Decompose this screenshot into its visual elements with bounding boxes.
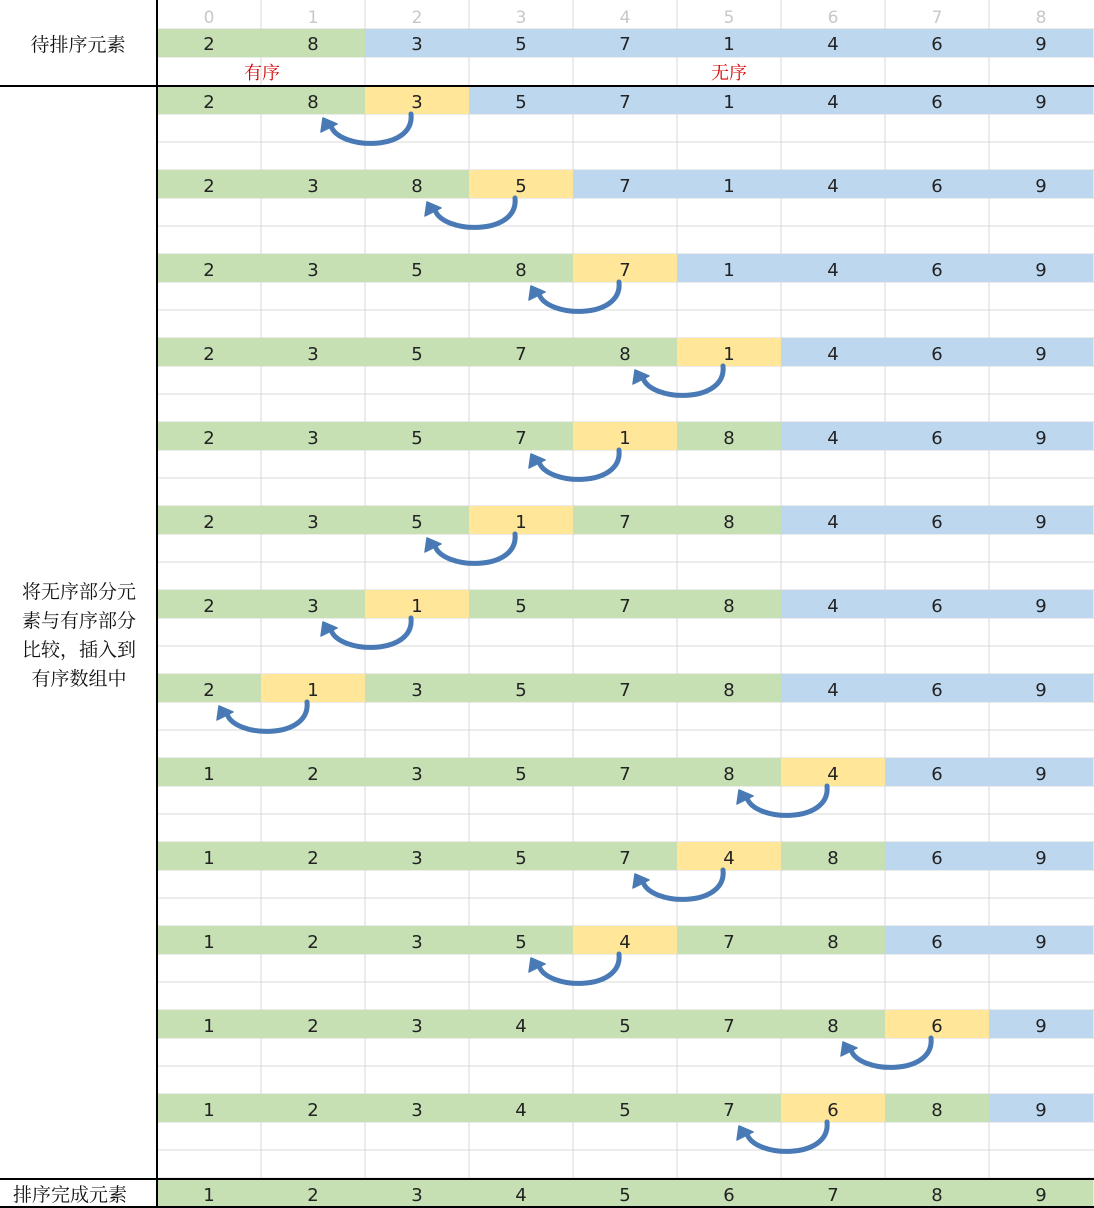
step-8-value-5: 8 [723, 680, 735, 701]
step-8-value-6: 4 [827, 680, 839, 701]
final-value-2: 3 [411, 1185, 423, 1206]
arrow-curve [435, 534, 515, 563]
step-3-value-2: 5 [411, 260, 423, 281]
arrow-curve [643, 366, 723, 395]
step-13-value-3: 4 [515, 1100, 527, 1121]
step-7-value-6: 4 [827, 596, 839, 617]
step-5-value-6: 4 [827, 428, 839, 449]
step-12-value-8: 9 [1035, 1016, 1047, 1037]
step-13-value-8: 9 [1035, 1100, 1047, 1121]
step-9-value-6: 4 [827, 764, 839, 785]
step-4-value-0: 2 [203, 344, 215, 365]
step-10-value-3: 5 [515, 848, 527, 869]
column-index-4: 4 [619, 8, 631, 28]
arrow-curve [331, 114, 411, 143]
step-12-value-6: 8 [827, 1016, 839, 1037]
column-index-0: 0 [203, 8, 215, 28]
step-9-value-8: 9 [1035, 764, 1047, 785]
step-12-value-5: 7 [723, 1016, 735, 1037]
step-12-value-1: 2 [307, 1016, 319, 1037]
arrow-curve [331, 618, 411, 647]
step-4-value-4: 8 [619, 344, 631, 365]
step-4-value-6: 4 [827, 344, 839, 365]
header-value-0: 2 [203, 34, 215, 55]
step-1-value-1: 8 [307, 92, 319, 113]
step-3-value-5: 1 [723, 260, 735, 281]
arrow-curve [747, 1122, 827, 1151]
side-label-line-4: 有序数组中 [31, 668, 127, 690]
step-5-value-4: 1 [619, 428, 631, 449]
step-3-value-6: 4 [827, 260, 839, 281]
step-4-value-7: 6 [931, 344, 943, 365]
step-7-value-3: 5 [515, 596, 527, 617]
step-2-value-3: 5 [515, 176, 527, 197]
step-7-value-0: 2 [203, 596, 215, 617]
step-7-value-1: 3 [307, 596, 319, 617]
column-index-3: 3 [515, 8, 527, 28]
header-value-4: 7 [619, 34, 631, 55]
step-3-value-4: 7 [619, 260, 631, 281]
step-11-value-5: 7 [723, 932, 735, 953]
arrow-curve [435, 198, 515, 227]
final-value-0: 1 [203, 1185, 215, 1206]
step-11-value-4: 4 [619, 932, 631, 953]
step-13-value-2: 3 [411, 1100, 423, 1121]
step-1-value-6: 4 [827, 92, 839, 113]
step-7-value-8: 9 [1035, 596, 1047, 617]
step-10-value-8: 9 [1035, 848, 1047, 869]
step-11-value-3: 5 [515, 932, 527, 953]
step-1-value-2: 3 [411, 92, 423, 113]
header-value-8: 9 [1035, 34, 1047, 55]
step-11-value-8: 9 [1035, 932, 1047, 953]
step-2-value-5: 1 [723, 176, 735, 197]
header-value-2: 3 [411, 34, 423, 55]
final-value-5: 6 [723, 1185, 735, 1206]
header-value-5: 1 [723, 34, 735, 55]
step-8-value-0: 2 [203, 680, 215, 701]
final-value-3: 4 [515, 1185, 527, 1206]
step-4-value-2: 5 [411, 344, 423, 365]
arrow-curve [643, 870, 723, 899]
step-6-value-2: 5 [411, 512, 423, 533]
step-10-value-7: 6 [931, 848, 943, 869]
step-3-value-8: 9 [1035, 260, 1047, 281]
step-1-value-3: 5 [515, 92, 527, 113]
step-6-value-8: 9 [1035, 512, 1047, 533]
step-13-value-6: 6 [827, 1100, 839, 1121]
step-8-value-4: 7 [619, 680, 631, 701]
step-11-value-1: 2 [307, 932, 319, 953]
step-6-value-7: 6 [931, 512, 943, 533]
step-3-value-1: 3 [307, 260, 319, 281]
column-index-7: 7 [931, 8, 943, 28]
step-6-value-3: 1 [515, 512, 527, 533]
step-10-value-0: 1 [203, 848, 215, 869]
step-11-value-0: 1 [203, 932, 215, 953]
column-index-8: 8 [1035, 8, 1047, 28]
step-6-value-6: 4 [827, 512, 839, 533]
step-5-value-3: 7 [515, 428, 527, 449]
step-9-value-7: 6 [931, 764, 943, 785]
step-1-value-4: 7 [619, 92, 631, 113]
step-3-value-0: 2 [203, 260, 215, 281]
step-9-value-2: 3 [411, 764, 423, 785]
step-12-value-7: 6 [931, 1016, 943, 1037]
step-6-value-4: 7 [619, 512, 631, 533]
header-value-3: 5 [515, 34, 527, 55]
step-8-value-8: 9 [1035, 680, 1047, 701]
step-13-value-7: 8 [931, 1100, 943, 1121]
step-6-value-1: 3 [307, 512, 319, 533]
step-2-value-8: 9 [1035, 176, 1047, 197]
step-7-value-7: 6 [931, 596, 943, 617]
step-2-value-1: 3 [307, 176, 319, 197]
step-9-value-0: 1 [203, 764, 215, 785]
column-index-6: 6 [827, 8, 839, 28]
step-8-value-7: 6 [931, 680, 943, 701]
step-6-value-0: 2 [203, 512, 215, 533]
step-12-value-4: 5 [619, 1016, 631, 1037]
header-value-1: 8 [307, 34, 319, 55]
step-12-value-2: 3 [411, 1016, 423, 1037]
header-label: 待排序元素 [30, 34, 126, 56]
step-7-value-2: 1 [411, 596, 423, 617]
step-8-value-1: 1 [307, 680, 319, 701]
step-10-value-4: 7 [619, 848, 631, 869]
step-13-value-5: 7 [723, 1100, 735, 1121]
step-7-value-4: 7 [619, 596, 631, 617]
step-13-value-0: 1 [203, 1100, 215, 1121]
step-10-value-5: 4 [723, 848, 735, 869]
step-2-value-4: 7 [619, 176, 631, 197]
step-4-value-3: 7 [515, 344, 527, 365]
sorted-part-label: 有序 [244, 63, 280, 84]
column-index-5: 5 [723, 8, 735, 28]
step-2-value-7: 6 [931, 176, 943, 197]
step-2-value-2: 8 [411, 176, 423, 197]
arrow-curve [539, 450, 619, 479]
step-12-value-0: 1 [203, 1016, 215, 1037]
step-9-value-3: 5 [515, 764, 527, 785]
step-11-value-7: 6 [931, 932, 943, 953]
step-1-value-5: 1 [723, 92, 735, 113]
step-5-value-7: 6 [931, 428, 943, 449]
step-1-value-0: 2 [203, 92, 215, 113]
step-10-value-2: 3 [411, 848, 423, 869]
step-13-value-4: 5 [619, 1100, 631, 1121]
arrow-curve [851, 1038, 931, 1067]
header-value-7: 6 [931, 34, 943, 55]
final-value-1: 2 [307, 1185, 319, 1206]
step-4-value-8: 9 [1035, 344, 1047, 365]
arrow-curve [747, 786, 827, 815]
step-3-value-7: 6 [931, 260, 943, 281]
arrow-curve [539, 282, 619, 311]
step-4-value-1: 3 [307, 344, 319, 365]
step-2-value-6: 4 [827, 176, 839, 197]
step-5-value-0: 2 [203, 428, 215, 449]
final-value-4: 5 [619, 1185, 631, 1206]
side-label-line-2: 素与有序部分 [21, 610, 137, 632]
step-1-value-8: 9 [1035, 92, 1047, 113]
step-12-value-3: 4 [515, 1016, 527, 1037]
final-value-8: 9 [1035, 1185, 1047, 1206]
step-9-value-5: 8 [723, 764, 735, 785]
step-11-value-2: 3 [411, 932, 423, 953]
step-5-value-2: 5 [411, 428, 423, 449]
step-8-value-2: 3 [411, 680, 423, 701]
arrow-curve [227, 702, 307, 731]
step-5-value-8: 9 [1035, 428, 1047, 449]
step-1-value-7: 6 [931, 92, 943, 113]
step-6-value-5: 8 [723, 512, 735, 533]
column-index-1: 1 [307, 8, 319, 28]
step-13-value-1: 2 [307, 1100, 319, 1121]
step-9-value-4: 7 [619, 764, 631, 785]
step-9-value-1: 2 [307, 764, 319, 785]
step-2-value-0: 2 [203, 176, 215, 197]
step-10-value-6: 8 [827, 848, 839, 869]
column-index-2: 2 [411, 8, 423, 28]
step-4-value-5: 1 [723, 344, 735, 365]
side-label-line-3: 比较，插入到 [21, 639, 137, 661]
final-value-6: 7 [827, 1185, 839, 1206]
final-label: 排序完成元素 [12, 1184, 128, 1206]
header-value-6: 4 [827, 34, 839, 55]
final-value-7: 8 [931, 1185, 943, 1206]
step-5-value-1: 3 [307, 428, 319, 449]
step-11-value-6: 8 [827, 932, 839, 953]
step-5-value-5: 8 [723, 428, 735, 449]
unsorted-part-label: 无序 [711, 63, 747, 84]
side-label-line-1: 将无序部分元 [21, 581, 137, 603]
arrow-curve [539, 954, 619, 983]
step-8-value-3: 5 [515, 680, 527, 701]
step-10-value-1: 2 [307, 848, 319, 869]
step-3-value-3: 8 [515, 260, 527, 281]
step-7-value-5: 8 [723, 596, 735, 617]
